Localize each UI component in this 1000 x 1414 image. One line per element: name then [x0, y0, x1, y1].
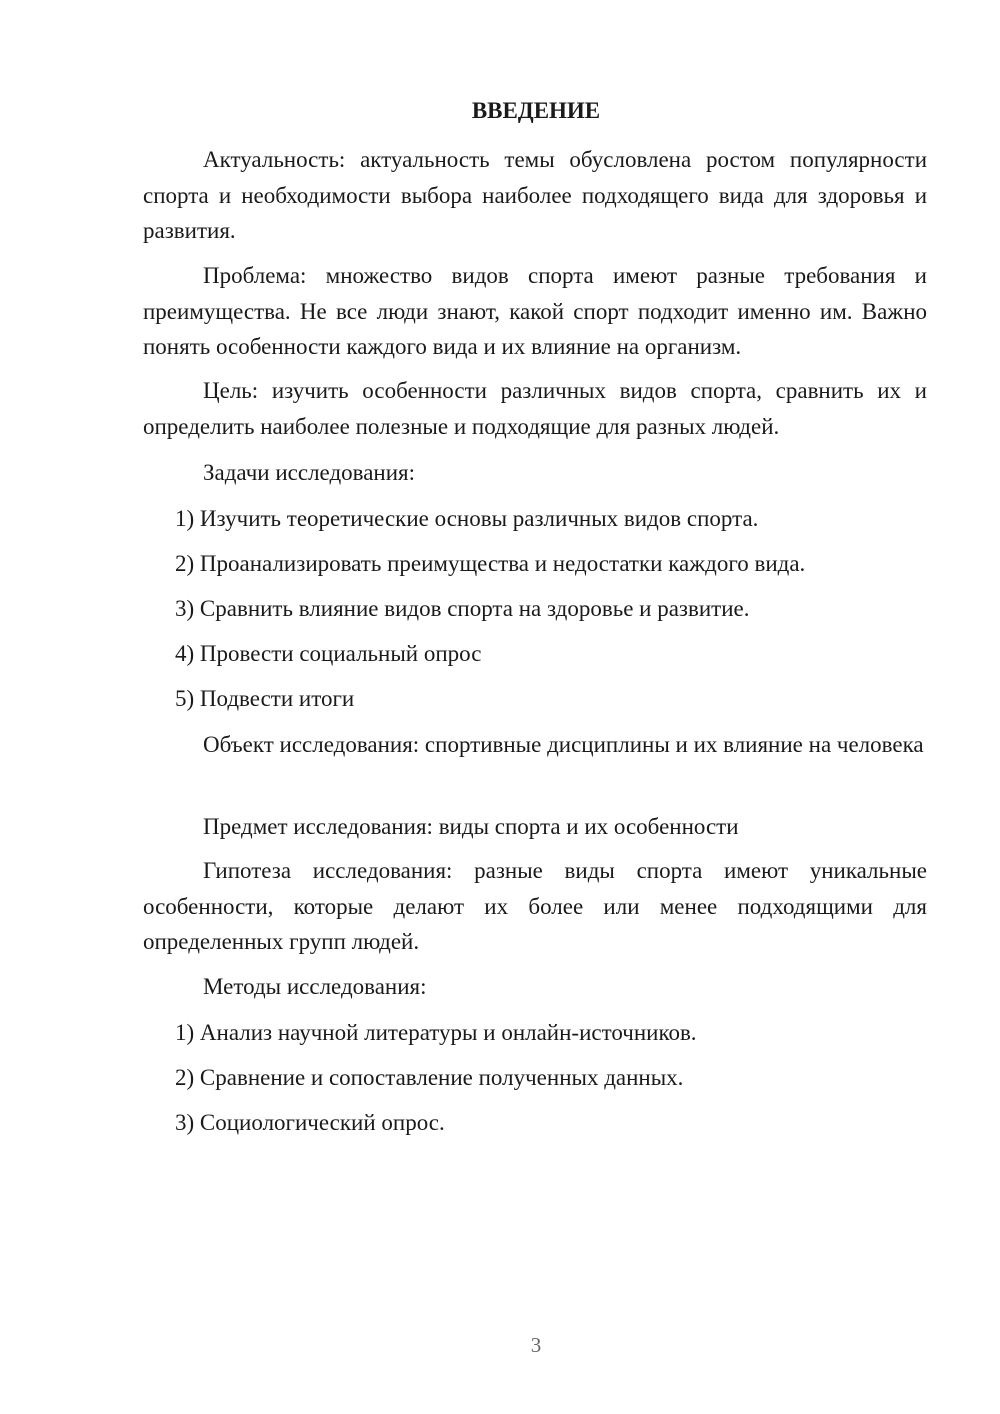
task-item-4: 4) Провести социальный опрос — [175, 641, 482, 666]
tasks-heading: Задачи исследования: — [203, 460, 416, 485]
page-number: 3 — [530, 1333, 542, 1357]
page-title: ВВЕДЕНИЕ — [471, 98, 601, 123]
task-item-2: 2) Проанализировать преимущества и недостатки каждого вида. — [175, 551, 806, 576]
problem-paragraph: Проблема: множество видов спорта имеют разные требования и преимущества. Не все люди знают, какой спорт подходит именно им. Важно понять особенности каждого вида и их влияние на организм. — [143, 263, 927, 359]
goal-paragraph: Цель: изучить особенности различных видов спорта, сравнить их и определить наиболее полезные и подходящие для разных людей. — [143, 378, 927, 439]
hypothesis-paragraph: Гипотеза исследования: разные виды спорта имеют уникальные особенности, которые делают их более или менее подходящими для определенных групп людей. — [143, 858, 927, 954]
object-paragraph: Объект исследования: спортивные дисциплины и их влияние на человека — [203, 732, 924, 757]
relevance-paragraph: Актуальность: актуальность темы обусловлена ростом популярности спорта и необходимости выбора наиболее подходящего вида для здоровья и развития. — [143, 147, 927, 243]
subject-paragraph: Предмет исследования: виды спорта и их особенности — [203, 814, 739, 839]
method-item-1: 1) Анализ научной литературы и онлайн-источников. — [175, 1020, 697, 1045]
method-item-2: 2) Сравнение и сопоставление полученных данных. — [175, 1065, 684, 1090]
method-item-3: 3) Социологический опрос. — [175, 1110, 445, 1135]
task-item-1: 1) Изучить теоретические основы различных видов спорта. — [175, 506, 759, 531]
task-item-3: 3) Сравнить влияние видов спорта на здоровье и развитие. — [175, 596, 750, 621]
task-item-5: 5) Подвести итоги — [175, 686, 355, 711]
methods-heading: Методы исследования: — [203, 974, 427, 999]
